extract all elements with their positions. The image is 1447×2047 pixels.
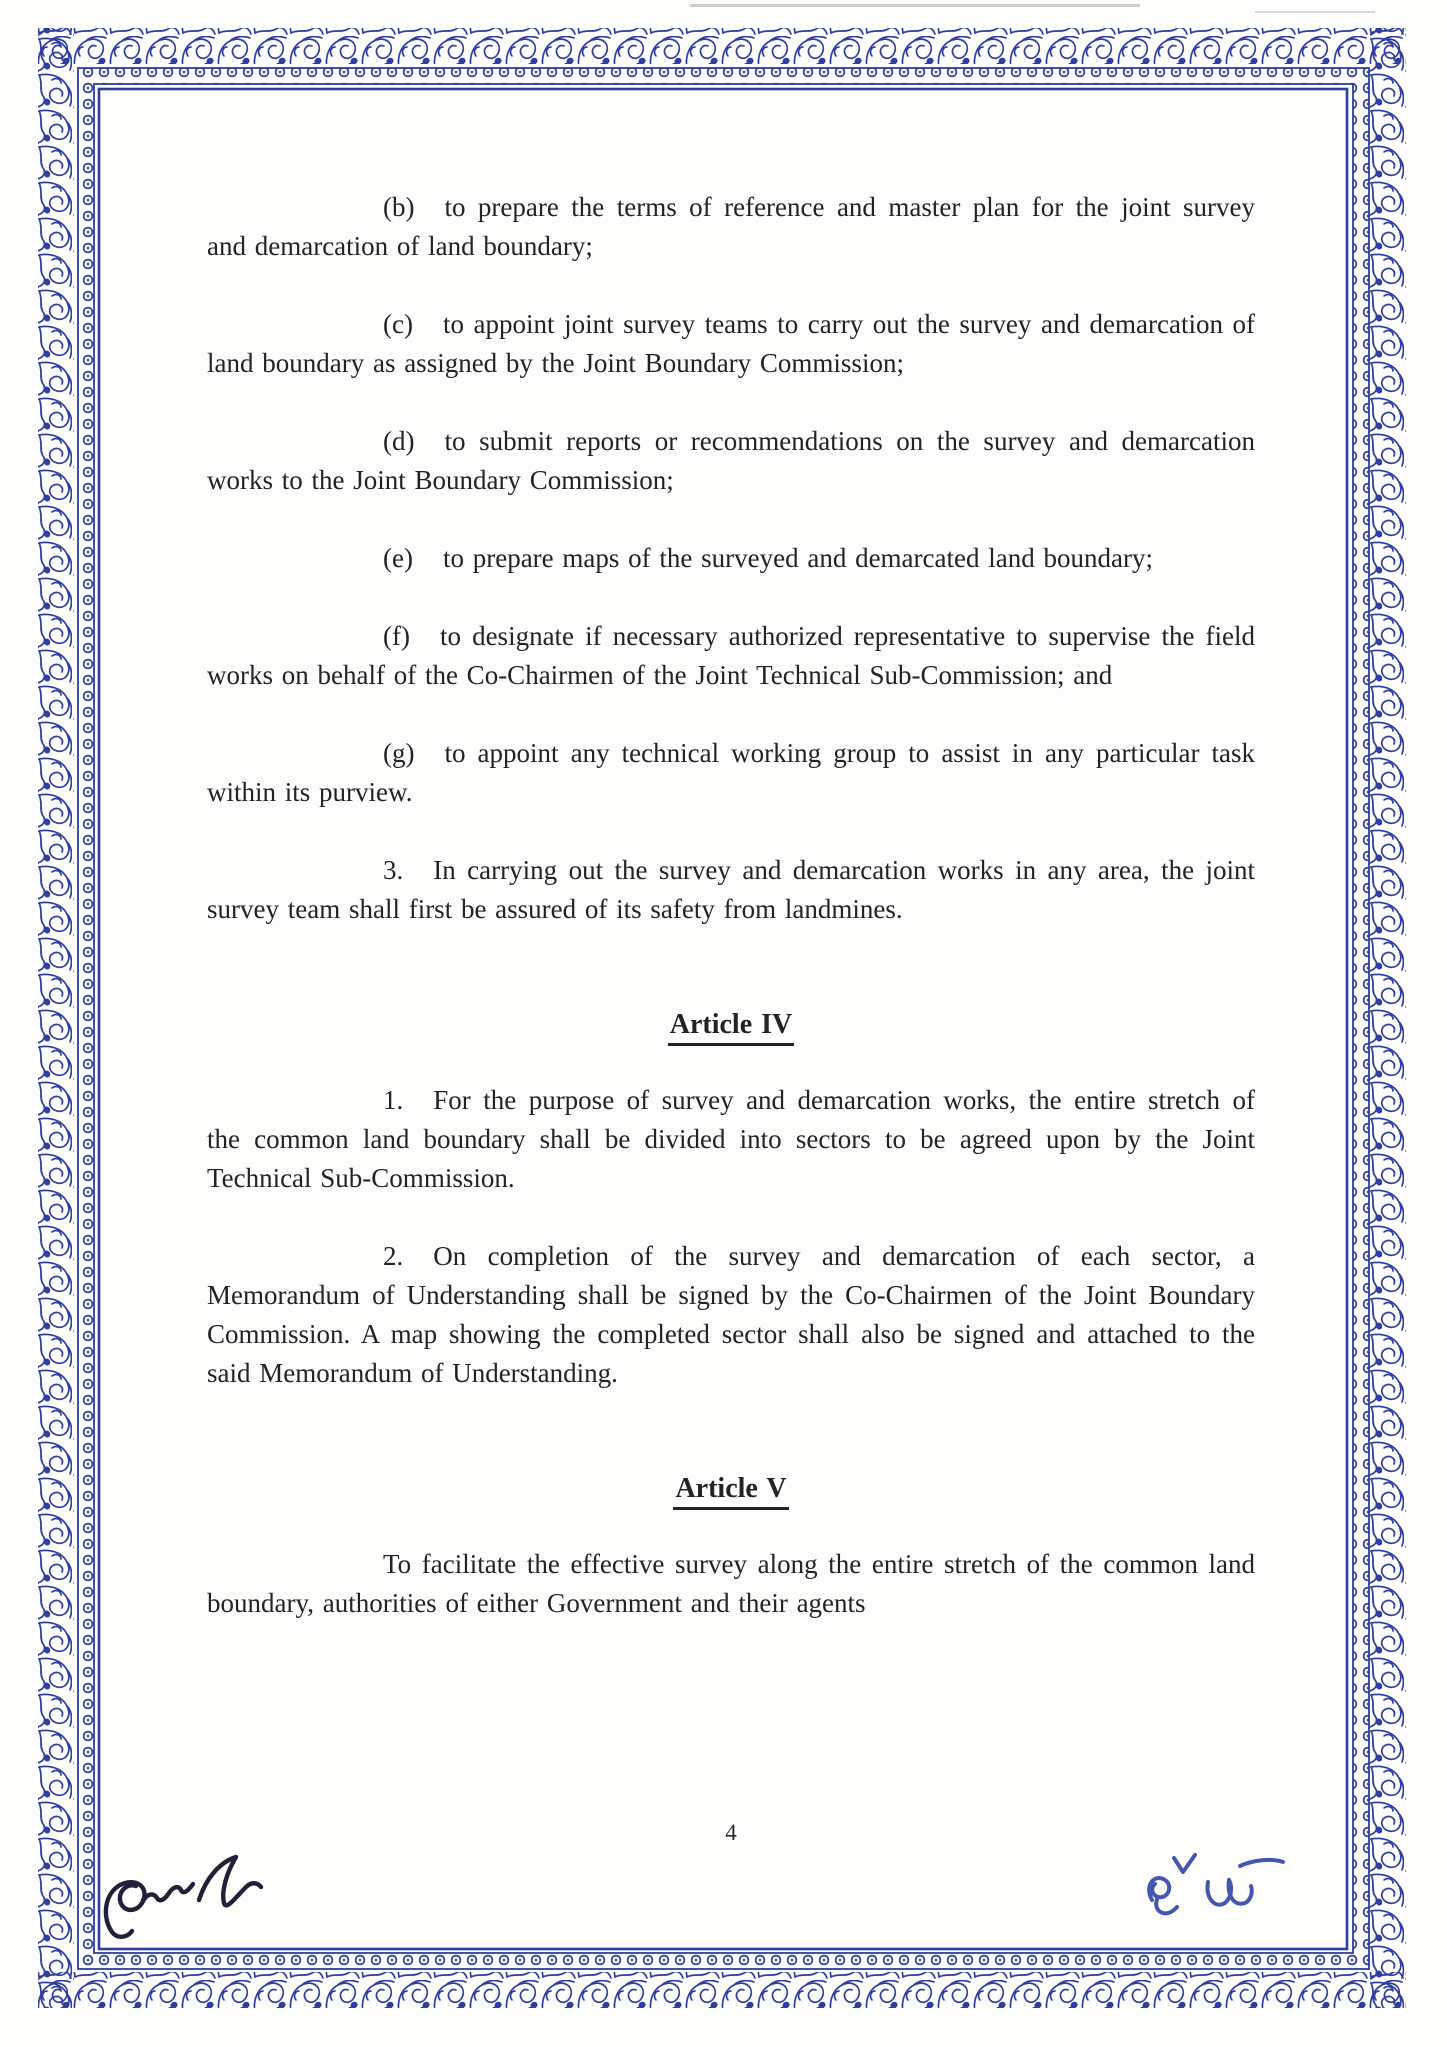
paragraph xyxy=(207,305,1255,383)
paragraph-text: To facilitate the effective survey along the entire stretch of the common land boundary, authorities of either Government and their agents xyxy=(207,1549,1255,1618)
border-frieze-bottom xyxy=(38,1972,1406,2008)
border-bead-top xyxy=(78,68,1369,84)
border-bead-right xyxy=(1353,68,1369,1969)
paragraph xyxy=(207,422,1255,500)
paragraph xyxy=(207,734,1255,812)
paragraph-label: (f) xyxy=(383,621,410,651)
border-bead-left xyxy=(78,68,94,1969)
paragraph-label: 1. xyxy=(383,1085,404,1115)
article-heading xyxy=(207,1469,1255,1509)
paragraph-text: to prepare maps of the surveyed and demarcated land boundary; xyxy=(442,543,1153,573)
paragraph-text: to designate if necessary authorized representative to supervise the field works on behalf of the Co-Chairmen of the Joint Technical Sub-Commission; and xyxy=(207,621,1255,690)
paragraph-label: (d) xyxy=(383,426,415,456)
border-frieze-right xyxy=(1370,28,1406,2008)
paragraph-text: For the purpose of survey and demarcation works, the entire stretch of the common land boundary shall be divided into sectors to be agreed upon by the Joint Technical Sub-Commission. xyxy=(207,1085,1255,1193)
paragraph xyxy=(207,539,1255,578)
border-frieze-top xyxy=(38,28,1406,64)
paragraph-label: (b) xyxy=(383,192,415,222)
paragraph-label: (c) xyxy=(383,309,413,339)
paragraph-text: to submit reports or recommendations on the survey and demarcation works to the Joint Boundary Commission; xyxy=(207,426,1255,495)
paragraph xyxy=(207,188,1255,266)
paragraph xyxy=(207,851,1255,929)
paragraph-text: to appoint joint survey teams to carry out the survey and demarcation of land boundary as assigned by the Joint Boundary Commission; xyxy=(207,309,1255,378)
paragraph xyxy=(207,1545,1255,1623)
handwritten-signature-left xyxy=(96,1852,276,1952)
paragraph xyxy=(207,1237,1255,1393)
article-heading xyxy=(207,1005,1255,1045)
handwritten-signature-right xyxy=(1122,1842,1292,1942)
article-heading-text: Article IV xyxy=(668,1009,795,1046)
article-heading-text: Article V xyxy=(673,1473,788,1510)
paragraph-text: In carrying out the survey and demarcation works in any area, the joint survey team shall first be assured of its safety from landmines. xyxy=(207,855,1255,924)
paragraph-label: 3. xyxy=(383,855,404,885)
paragraph-label: (g) xyxy=(383,738,415,768)
document-body xyxy=(207,188,1255,1662)
border-frieze-left xyxy=(38,28,74,2008)
page-number: 4 xyxy=(725,1820,737,1845)
paragraph xyxy=(207,617,1255,695)
paragraph-text: to prepare the terms of reference and master plan for the joint survey and demarcation of land boundary; xyxy=(207,192,1255,261)
paragraph-label: 2. xyxy=(383,1241,404,1271)
paragraph xyxy=(207,1081,1255,1198)
border-bead-bottom xyxy=(78,1953,1369,1969)
paragraph-text: to appoint any technical working group to assist in any particular task within its purview. xyxy=(207,738,1255,807)
paragraph-text: On completion of the survey and demarcation of each sector, a Memorandum of Understanding shall be signed by the Co-Chairmen of the Joint Boundary Commission. A map showing the completed sector shall also be signed and attached to the said Memorandum of Understanding. xyxy=(207,1241,1255,1388)
paragraph-label: (e) xyxy=(383,543,413,573)
